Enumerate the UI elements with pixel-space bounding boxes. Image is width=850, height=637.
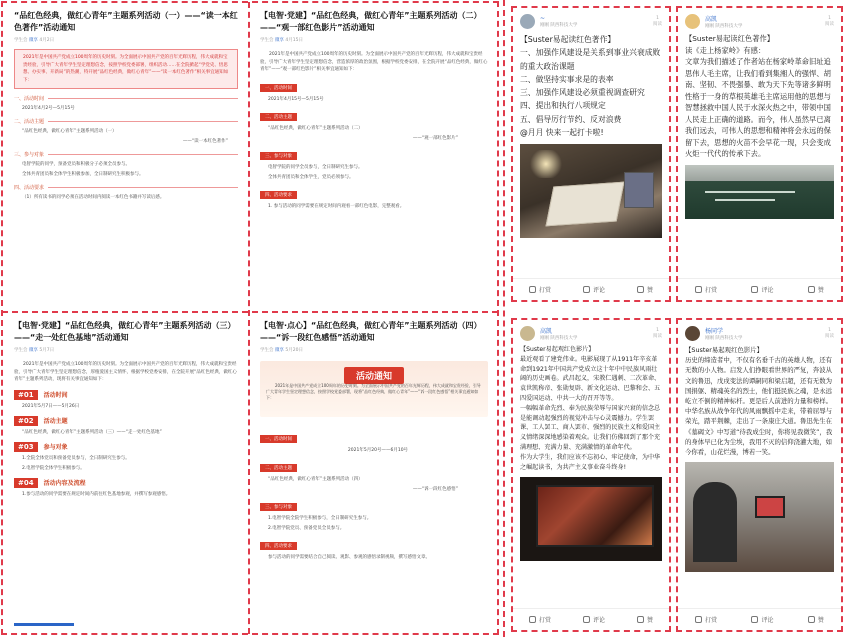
bottom-accent-bar: [14, 623, 74, 626]
meta-label: 学生会: [260, 348, 275, 353]
post-photo-laptop-movie[interactable]: [520, 477, 662, 561]
intro-highlight-box: 2021年是中国共产党成立100周年的历史时刻。为全面展示中国共产党的百年光辉历程，伟大成就和宝贵经验，引导广大青年学生坚定理想信念，按照学校党委部署，组织活动……在全院掀起“学党史、悟思想、办实事、开新局”的热潮，特开展“品红色经典，做红心青年”——“读一本红色著作”相关事宜通知如下：: [14, 49, 238, 89]
meta-label: 学生会: [260, 38, 275, 43]
like-button[interactable]: 赞: [808, 615, 824, 624]
comment-icon: [583, 286, 590, 293]
person-shape: [693, 482, 737, 562]
thumbs-up-icon: [637, 616, 644, 623]
section-body: “品红色经典，做红心青年”主题系列活动（一）: [22, 129, 117, 134]
tip-icon: [695, 616, 702, 623]
tablet-shape: [755, 496, 785, 518]
view-count: 1 阅读: [825, 327, 834, 339]
comment-button[interactable]: 评论: [751, 615, 773, 624]
article-title: 【电智·党建】“品红色经典，做红心青年”主题系列活动（三）——“走一处红色基地”活动通知: [14, 321, 236, 342]
post-meta: 刚刚 陕西科技大学: [540, 336, 578, 341]
post-text: 【Suster易起观红色影片】 最近观看了建党伟业。电影展现了从1911年辛亥革命到1921年中国共产党成立这十年中中民族风雨壮阔的历史画卷。武昌起义，宋教仁遇刺、二次革命、袁世凯称帝、张勋复辟、新文化运动、巴黎和会、五四爱国运动、中共一大的召开等等。 一幅幅革命先烈、奉为民族荣辱与国家兴衰的信念总是能调动起强烈的视觉冲击与心灵震撼力。学生罢课、工人罢工、商人罢市、强烈的民族主义和爱国主义情绪深深地感染着观众。让我们仿佛回到了那个充满理想、充满力量、充满激情的革命年代。 作为大学生，我们应该不忘初心、牢记使命，为中华之崛起读书，为共产主义事业奋斗终身!: [520, 346, 661, 471]
section-body: 参与活动的同学需要结合自己阅读、观影、参观的感悟录制视频，撰写感悟文章。: [268, 555, 430, 560]
view-count: 1 阅读: [653, 15, 662, 27]
like-button[interactable]: 赞: [637, 285, 653, 294]
box-shape: [624, 172, 654, 208]
meta-date: 4月2日: [37, 38, 55, 43]
notice-tile-2: [254, 6, 494, 308]
intro-paragraph: 2021年是中国共产党成立100周年的历史时刻。为全面展示中国共产党的百年光辉历程，伟大成就和宝贵经验，引导广大青年学生坚定理想信念，厚植爱国主义情怀，根据学校党委安排，在全院开展“品红色经典，做红心青年”主题系列活动，现将有关事宜通知如下：: [14, 362, 237, 382]
meta-source-link[interactable]: 微享: [28, 38, 38, 43]
news-watermark-sub: SUST NEWS NET: [764, 610, 819, 616]
tip-icon: [529, 286, 536, 293]
like-button[interactable]: 赞: [637, 615, 653, 624]
posts-column-divider: [503, 0, 505, 637]
post-text: 【Suster易起读红色著作】 读《走上杨家岭》有感： 文章为我们描述了作者站在杨家岭革命旧址追思伟人毛主席，让我们看到集湘人的强悍、胡南、坚韧、不畏强暴、敢为天下先等诸多鲜明性格于一身的草根英雄毛主席运用他的思想与智慧拯救中国人民于水深火热之中，带领中国人民走上正确的道路。而今，伟人虽然早已离我们远去，可伟人的思想和精神将会永远的保留下去，思想的火苗不会早花一现，只会变成火炬一代代的传承下去。: [685, 34, 831, 158]
comment-icon: [751, 616, 758, 623]
post-text: 【Suster易起读红色著作】 一、加强作风建设是关系到事业兴衰成败的重大政治课题 二、做坚持实事求是的表率 三、加强作风建设必须重视调查研究 四、提出和执行八项规定 五、倡导厉行节约、反对浪费 @月月 快来一起打卡啦!: [520, 35, 661, 138]
section-body: ——“读一本红色著作”: [182, 139, 228, 144]
post-header: [685, 14, 834, 29]
meta-date: 4月15日: [283, 38, 303, 43]
section-tag: 一、活动时间: [260, 435, 297, 443]
numbered-heading: #02 活动主题: [14, 416, 238, 426]
tip-button[interactable]: 打赏: [695, 615, 717, 624]
meta-label: 学生会: [14, 348, 29, 353]
post-card-3: [511, 318, 671, 632]
section-body: 2021年5月7日——5月26日: [22, 403, 80, 409]
lamp-glow: [528, 150, 564, 178]
laptop-screen: [536, 485, 654, 547]
post-header: [520, 326, 662, 341]
post-photo-book-reading[interactable]: [520, 144, 662, 238]
comment-icon: [583, 616, 590, 623]
thumbs-up-icon: [637, 286, 644, 293]
notice-tile-3: [8, 316, 244, 630]
post-card-1: [511, 6, 671, 302]
intro-paragraph: 2021年是中国共产党成立100周年的历史时刻。为全面展示中国共产党的百年光辉历程，伟大成就和宝贵经验，引导广大青年学生坚定理想信念，按照学校党委部署，现将“品红色经典，做红心青年”——“诉一段红色感悟”相关事宜通知如下：: [266, 383, 481, 400]
meta-source-link[interactable]: 微享: [274, 348, 284, 353]
section-body: 1.参与活动的同学需要在规定时间内前往红色基地参观，并撰写参观感悟。: [22, 491, 171, 497]
section-tag: 四、活动要求: [260, 191, 297, 199]
meta-date: 5月7日: [37, 348, 55, 353]
notice-tile-4: [254, 316, 494, 630]
view-count: 1 阅读: [653, 327, 662, 339]
post-meta: 刚刚 陕西科技大学: [705, 24, 743, 29]
post-text: 【Suster易起观红色影片】 历史的缔造者中，不仅有名垂千古的英雄人物，还有无数的小人物。启发人们挣眼看世界的严复，奔波从文的鲁迅，戊戌变法的谭嗣同和梁启超，还有无数为国捐躯、精魂英名的烈士，他们挺民族之魂，是永远屹立不倒的精神标杆。更是后人前进的力量和榜样。中华名族从战争年代的风雨飘摇中走来，带着屈辱与荣光，踏平荆棘，走出了一条康庄大道。鲁迅先生在《墓碣文》中写道“待我成尘时，你将见我微笑”，我的身体早已化为尘埃，我用不灭的信仰浇灌大地，如今你看，山花烂漫，博若一笑。: [685, 346, 833, 457]
section-body: “品红色经典，做红心青年”主题系列活动（四）: [268, 477, 363, 482]
section-body: 电智学院的同学，预备党员和积极分子必须全员参与。: [22, 162, 130, 167]
article-meta: [14, 347, 238, 353]
post-actions: [513, 608, 669, 630]
section-heading: 二、活动主题: [14, 118, 238, 125]
section-tag: 三、参与对象: [260, 152, 297, 160]
user-name[interactable]: 高凯: [705, 16, 718, 23]
user-name[interactable]: 高凯: [540, 328, 553, 335]
comment-button[interactable]: 评论: [751, 285, 773, 294]
section-tag: 二、活动主题: [260, 464, 297, 472]
article-title: “品红色经典，做红心青年”主题系列活动（一）——“读一本红色著作”活动通知: [14, 11, 238, 32]
post-header: [685, 326, 834, 341]
section-body: （1）所有读书的同学必须在活动时间内阅读一本红色书籍并写读后感。: [22, 195, 165, 200]
post-photo-classroom[interactable]: [685, 165, 834, 219]
section-tag: 二、活动主题: [260, 113, 297, 121]
section-body: ——“观一部红色影片”: [412, 135, 458, 141]
thumbs-up-icon: [808, 286, 815, 293]
avatar[interactable]: [685, 14, 700, 29]
chalk-text: [715, 199, 775, 201]
article-title: 【电智·党建】“品红色经典，做红心青年”主题系列活动（二）——“观一部红色影片”活动通知: [260, 11, 482, 32]
news-watermark: 新闻网: [742, 579, 827, 605]
user-name[interactable]: 杨同学: [705, 328, 724, 335]
section-tag: 一、活动时间: [260, 84, 297, 92]
section-body: ——“诉一段红色感悟”: [412, 487, 458, 492]
section-heading: 四、活动要求: [14, 184, 238, 191]
meta-source-link[interactable]: 微享: [274, 38, 284, 43]
section-body: 1. 参与活动的同学需要在规定时间内观看一部红色电影，完整观看。: [268, 203, 405, 209]
post-actions: [678, 608, 841, 630]
post-actions: [513, 278, 669, 300]
post-actions: [678, 278, 841, 300]
post-meta: 刚刚 陕西科技大学: [540, 23, 578, 28]
section-body: 2.电智学院全体学生积极参与。: [22, 465, 85, 471]
article-meta: [260, 37, 488, 43]
tip-button[interactable]: 打赏: [529, 615, 551, 624]
section-heading: 三、参与对象: [14, 151, 238, 158]
section-body: 2.电智学院党员、预备党员全员参与。: [268, 526, 345, 531]
post-card-4: [676, 318, 843, 632]
notice-horizontal-divider: [2, 311, 498, 313]
section-body: 1.全院全体党员和预备党员参与，全日制研究生参与。: [22, 455, 130, 461]
section-body: 2021年4月2号—5月15号: [22, 106, 75, 111]
meta-label: 学生会: [14, 38, 29, 43]
numbered-heading: #03 参与对象: [14, 442, 238, 452]
article-meta: [260, 347, 488, 353]
section-body: “品红色经典，做红心青年”主题系列活动（三）——“走一处红色基地”: [22, 429, 162, 435]
meta-date: 5月20日: [283, 348, 303, 353]
avatar[interactable]: [685, 326, 700, 341]
section-body: 全体共青团员和全体学生积极参加，全日制研究生积极参与。: [22, 172, 144, 177]
meta-source-link[interactable]: 微享: [28, 348, 38, 353]
tip-icon: [695, 286, 702, 293]
comment-button[interactable]: 评论: [583, 285, 605, 294]
post-header: [520, 14, 662, 29]
section-body: 电智学院的同学全员参与，全日制研究生参与。: [268, 164, 363, 170]
section-heading: 一、活动时间: [14, 95, 238, 102]
comment-icon: [751, 286, 758, 293]
avatar[interactable]: [520, 326, 535, 341]
chalk-text: [705, 191, 795, 193]
section-tag: 四、活动要求: [260, 542, 297, 550]
section-body: “品红色经典，做红心青年”主题系列活动（二）: [268, 125, 363, 131]
section-body: 1.电智学院全院学生积极参与，全日制研究生参与。: [268, 516, 372, 521]
avatar[interactable]: [520, 14, 535, 29]
numbered-heading: #01 活动时间: [14, 390, 238, 400]
banner-title: 活动通知: [344, 367, 404, 384]
intro-paragraph: 2021年是中国共产党成立100周年的历史时刻。为全面展示中国共产党的百年光辉历程，伟大成就和宝贵经验，引导广大青年学生坚定理想信念，营造浓厚的政治氛围，根据学校党委安排，在全院开展“品红色经典，做红心青年”——“观一部红色影片”相关事宜通知如下：: [260, 52, 488, 72]
section-tag: 三、参与对象: [260, 503, 297, 511]
post-photo-classroom-tablet[interactable]: [685, 462, 834, 572]
tip-button[interactable]: 打赏: [529, 285, 551, 294]
numbered-heading: #04 活动内容及流程: [14, 478, 238, 488]
notice-tile-1: [8, 6, 244, 308]
section-body: 2021年4月15号—5月15号: [268, 96, 324, 102]
article-title: 【电智·点心】“品红色经典，做红心青年”主题系列活动（四）——“诉一段红色感悟”活动通知: [260, 321, 482, 342]
tip-icon: [529, 616, 536, 623]
section-body: 2021年5月20号——6月10号: [347, 448, 409, 453]
post-card-2: [676, 6, 843, 302]
like-button[interactable]: 赞: [808, 285, 824, 294]
comment-button[interactable]: 评论: [583, 615, 605, 624]
tip-button[interactable]: 打赏: [695, 285, 717, 294]
thumbs-up-icon: [808, 616, 815, 623]
user-name[interactable]: ~: [540, 15, 546, 22]
notice-banner: [260, 361, 488, 417]
section-body: 全体共青团员和全体学生，党员必须参与。: [268, 174, 354, 180]
notice-vertical-divider: [248, 2, 250, 634]
book-shape: [545, 182, 624, 227]
article-meta: [14, 37, 238, 43]
view-count: 1 阅读: [825, 15, 834, 27]
post-meta: 刚刚 陕西科技大学: [705, 336, 743, 341]
